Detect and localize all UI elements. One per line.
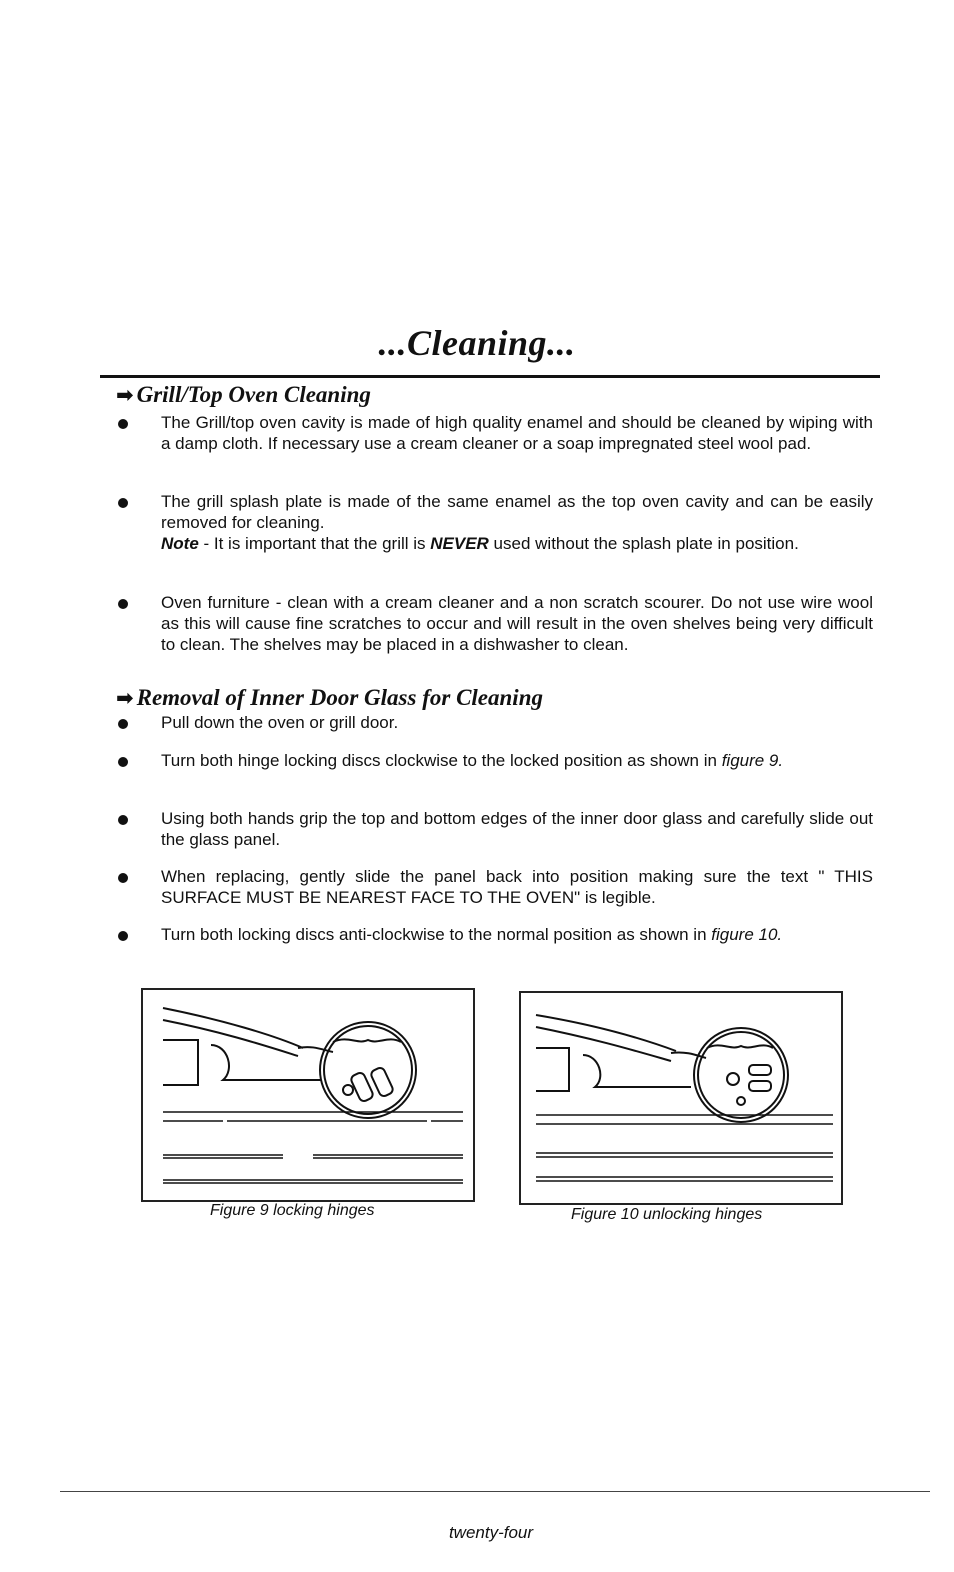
title-rule (100, 375, 880, 378)
arrow-right-icon: ➡ (116, 686, 134, 710)
bullet-icon (118, 757, 128, 767)
list-item-body (161, 924, 873, 945)
bullet-icon (118, 599, 128, 609)
figure-reference: figure 9. (721, 751, 784, 770)
list-item (118, 808, 873, 850)
note-emphasis: NEVER (430, 534, 489, 553)
note-text: - It is important that the grill is (198, 534, 431, 553)
list-item-text: Oven furniture - clean with a cream cleaner and a non scratch scourer. Do not use wire wool as this will cause fine scratches to occur and will result in the oven shelves being very difficult to clean. The shelves may be placed in a dishwasher to clean. (161, 593, 873, 654)
section-heading-text: Grill/Top Oven Cleaning (136, 382, 371, 407)
figure-reference: figure 10. (711, 925, 783, 944)
list-item (118, 750, 873, 771)
list-item (118, 924, 873, 945)
section-heading-grill (116, 382, 371, 408)
section-heading-text: Removal of Inner Door Glass for Cleaning (136, 685, 543, 710)
note-label: Note (161, 534, 199, 553)
list-item-text: The Grill/top oven cavity is made of high quality enamel and should be cleaned by wiping with a damp cloth. If necessary use a cream cleaner or a soap impregnated steel wool pad. (161, 413, 873, 453)
list-item-text: When replacing, gently slide the panel back into position making sure the text " THIS SURFACE MUST BE NEAREST FACE TO THE OVEN" is legible. (161, 867, 873, 907)
list-item-text: Turn both hinge locking discs clockwise to the locked position as shown in (161, 751, 717, 770)
bullet-icon (118, 719, 128, 729)
note-text: used without the splash plate in position. (488, 534, 799, 553)
hinge-locked-illustration (143, 990, 473, 1200)
figure-10-unlocking-hinges (519, 991, 843, 1205)
bullet-icon (118, 419, 128, 429)
figure-caption: Figure 10 unlocking hinges (571, 1206, 763, 1223)
bullet-icon (118, 498, 128, 508)
list-item (118, 412, 873, 454)
section-heading-door-glass (116, 685, 543, 711)
figure-9-locking-hinges (141, 988, 475, 1202)
list-item (118, 592, 873, 655)
list-item-body (161, 491, 873, 554)
list-item-text: Pull down the oven or grill door. (161, 713, 399, 732)
list-item (118, 491, 873, 554)
arrow-right-icon: ➡ (116, 383, 134, 407)
list-item-body (161, 750, 873, 771)
page-title: ...Cleaning... (378, 323, 576, 363)
bullet-icon (118, 873, 128, 883)
bullet-icon (118, 931, 128, 941)
hinge-unlocked-illustration (521, 993, 841, 1203)
list-item (118, 712, 873, 733)
figure-caption: Figure 9 locking hinges (210, 1202, 375, 1219)
footer-rule (60, 1491, 930, 1492)
page-number: twenty-four (448, 1523, 534, 1542)
bullet-icon (118, 815, 128, 825)
list-item-text: The grill splash plate is made of the same enamel as the top oven cavity and can be easily removed for cleaning. (161, 492, 873, 532)
list-item (118, 866, 873, 908)
list-item-text: Turn both locking discs anti-clockwise to the normal position as shown in (161, 925, 707, 944)
list-item-text: Using both hands grip the top and bottom edges of the inner door glass and carefully slide out the glass panel. (161, 809, 873, 849)
